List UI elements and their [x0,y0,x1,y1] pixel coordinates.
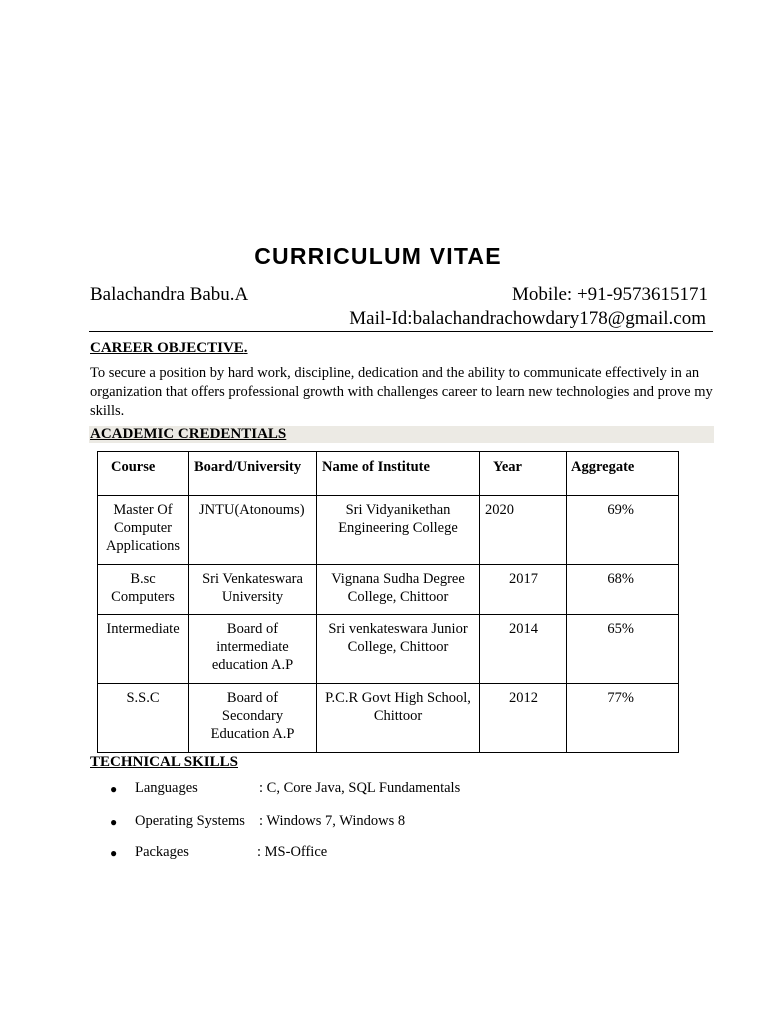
cell-year: 2020 [480,496,567,565]
career-objective-text: To secure a position by hard work, discipline, dedication and the ability to communicate effectively in an organization that offers professional growth with challenges career to learn new technologies and prove my skills. [90,365,713,419]
cell-course: S.S.C [98,684,189,753]
cell-institute: Sri Vidyanikethan Engineering College [317,496,480,565]
column-header-year: Year [480,452,567,496]
column-header-board: Board/University [189,452,317,496]
cell-board: Sri Venkateswara University [189,565,317,615]
candidate-name: Balachandra Babu.A [90,284,249,305]
cell-aggregate: 77% [567,684,679,753]
cell-institute: Sri venkateswara Junior College, Chittoor [317,615,480,684]
document-title: CURRICULUM VITAE [254,243,502,269]
cell-year: 2014 [480,615,567,684]
skill-value: : MS-Office [257,844,328,860]
header-divider [89,331,713,332]
cell-year: 2012 [480,684,567,753]
bullet-icon: ● [110,782,118,796]
cell-aggregate: 68% [567,565,679,615]
cell-course: Master Of Computer Applications [98,496,189,565]
academic-credentials-heading: ACADEMIC CREDENTIALS [90,426,287,442]
table-row [98,565,679,615]
skill-label: Packages [135,844,189,860]
cell-institute: Vignana Sudha Degree College, Chittoor [317,565,480,615]
career-objective-heading [90,340,248,357]
mobile-number: Mobile: +91-9573615171 [512,284,708,305]
table-row [98,615,679,684]
career-objective-heading-text: CAREER OBJECTIVE [90,340,244,356]
cell-board: Board of Secondary Education A.P [189,684,317,753]
cell-course: Intermediate [98,615,189,684]
bullet-icon: ● [110,846,118,860]
column-header-aggregate: Aggregate [567,452,679,496]
skill-label: Operating Systems [135,813,245,829]
skill-value: : C, Core Java, SQL Fundamentals [259,780,461,796]
bullet-icon: ● [110,815,118,829]
cell-year: 2017 [480,565,567,615]
table-header-row [98,452,679,496]
table-row [98,684,679,753]
column-header-course: Course [98,452,189,496]
table-row [98,496,679,565]
skill-value: : Windows 7, Windows 8 [259,813,406,829]
cell-board: Board of intermediate education A.P [189,615,317,684]
cell-board: JNTU(Atonoums) [189,496,317,565]
column-header-institute: Name of Institute [317,452,480,496]
cell-aggregate: 69% [567,496,679,565]
career-objective-heading-suffix: . [243,340,248,356]
skill-label: Languages [135,780,198,796]
cell-institute: P.C.R Govt High School, Chittoor [317,684,480,753]
cell-course: B.sc Computers [98,565,189,615]
email-address: Mail-Id:balachandrachowdary178@gmail.com [349,308,706,329]
technical-skills-heading: TECHNICAL SKILLS [90,754,238,770]
academic-table [97,451,679,753]
cell-aggregate: 65% [567,615,679,684]
